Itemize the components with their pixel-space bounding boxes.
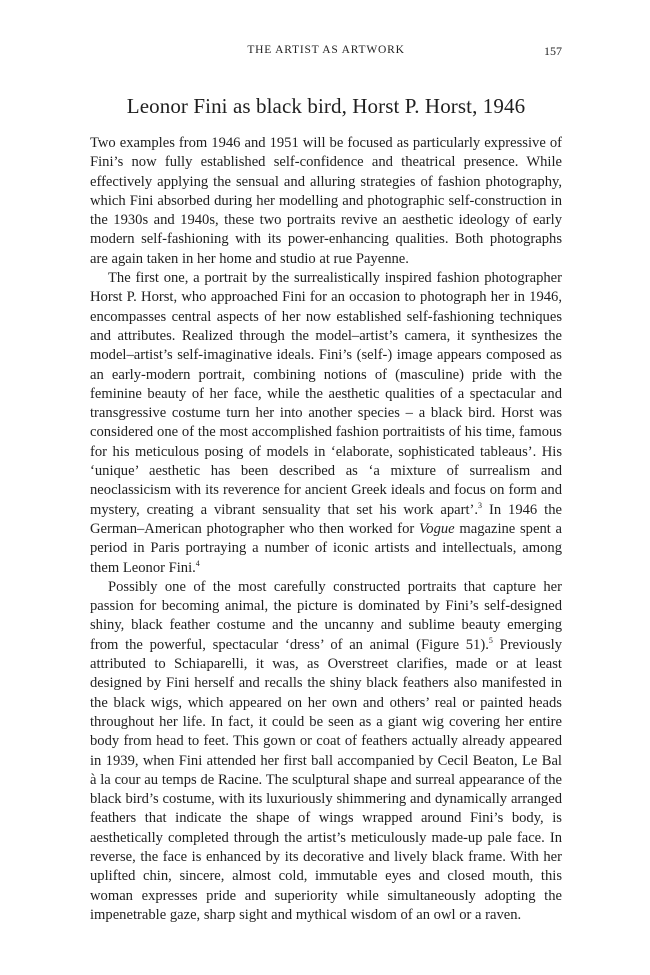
paragraph-3-text-b: Previously attributed to Schiaparelli, it was, as Overstreet clarifies, made or at least designed by Fini herself and recalls the shiny black feathers also manifested in the black wigs, which appeared on her own and others’ real or painted heads throughout her life. In fact, it could be seen as a giant wig covering her entire body from head to feet. This gown or coat of feathers actually already appeared in 1939, when Fini attended her first ball accompanied by Cecil Beaton, Le Bal à la cour au temps de Racine. The sculptural shape and surreal appearance of the black bird’s costume, with its luxuriously shimmering and dynamically arranged feathers that indicate the shape of wings wrapped around Fini’s body, is aesthetically completed through the artist’s meticulously made-up pale face. In reverse, the face is enhanced by its decorative and lively black frame. With her uplifted chin, sincere, almost cold, immutable eyes and closed mouth, this woman expresses pride and superiority while simultaneously adopting the impenetrable gaze, sharp sight and mythical wisdom of an owl or a raven.	[90, 636, 563, 923]
footnote-marker: 5	[488, 635, 493, 645]
footnote-marker: 4	[195, 558, 200, 568]
body-text	[90, 134, 562, 925]
magazine-title: Vogue	[418, 520, 455, 537]
running-head	[90, 44, 562, 60]
paragraph-2-text-c: magazine spent a period in Paris portraying a number of iconic artists and intellectuals, among them Leonor Fini.	[90, 520, 562, 576]
section-title: Leonor Fini as black bird, Horst P. Horst, 1946	[126, 94, 526, 118]
paragraph-2-text-a: The first one, a portrait by the surrealistically inspired fashion photographer Horst P. Horst, who approached Fini for an occasion to photograph her in 1946, encompasses central aspects of her now established self-fashioning techniques and attributes. Realized through the model–artist’s camera, it synthesizes the model–artist’s self-imaginative ideals. Fini’s (self-) image appears composed as an early-modern portrait, combining notions of (masculine) pride with the feminine beauty of her face, while the aesthetic qualities of a spectacular and transgressive costume turn her into another species – a black bird. Horst was considered one of the most accomplished fashion portraitists of his time, famous for his meticulous posing of models in ‘elaborate, sophisticated tableaus’. His ‘unique’ aesthetic has been described as ‘a mixture of surrealism and neoclassicism with its reverence for ancient Greek ideals and focus on form and mystery, creating a vibrant sensuality that set his work apart’.	[90, 270, 562, 518]
footnote-marker: 3	[478, 500, 483, 510]
paragraph-2-text-b: In 1946 the German–American photographer who then worked for	[90, 501, 562, 537]
running-title: THE ARTIST AS ARTWORK	[247, 44, 405, 56]
paragraph-2	[90, 269, 562, 578]
paragraph-3-text-a: Possibly one of the most carefully constructed portraits that capture her passion for becoming animal, the picture is dominated by Fini’s self-designed shiny, black feather costume and the uncanny and sublime beauty emerging from the powerful, spectacular ‘dress’ of an animal (Figure 51).	[90, 578, 562, 653]
paragraph-3	[90, 578, 562, 925]
paragraph-1: Two examples from 1946 and 1951 will be focused as particularly expressive of Fini’s now fully established self-confidence and theatrical presence. While effectively applying the sensual and alluring strategies of fashion photography, which Fini absorbed during her modelling and photographic self-construction in the 1930s and 1940s, these two portraits revive an aesthetic ideology of early modern self-fashioning with its power-enhancing qualities. Both photographs are again taken in her home and studio at rue Payenne.	[90, 135, 562, 267]
page-number: 157	[544, 44, 562, 58]
